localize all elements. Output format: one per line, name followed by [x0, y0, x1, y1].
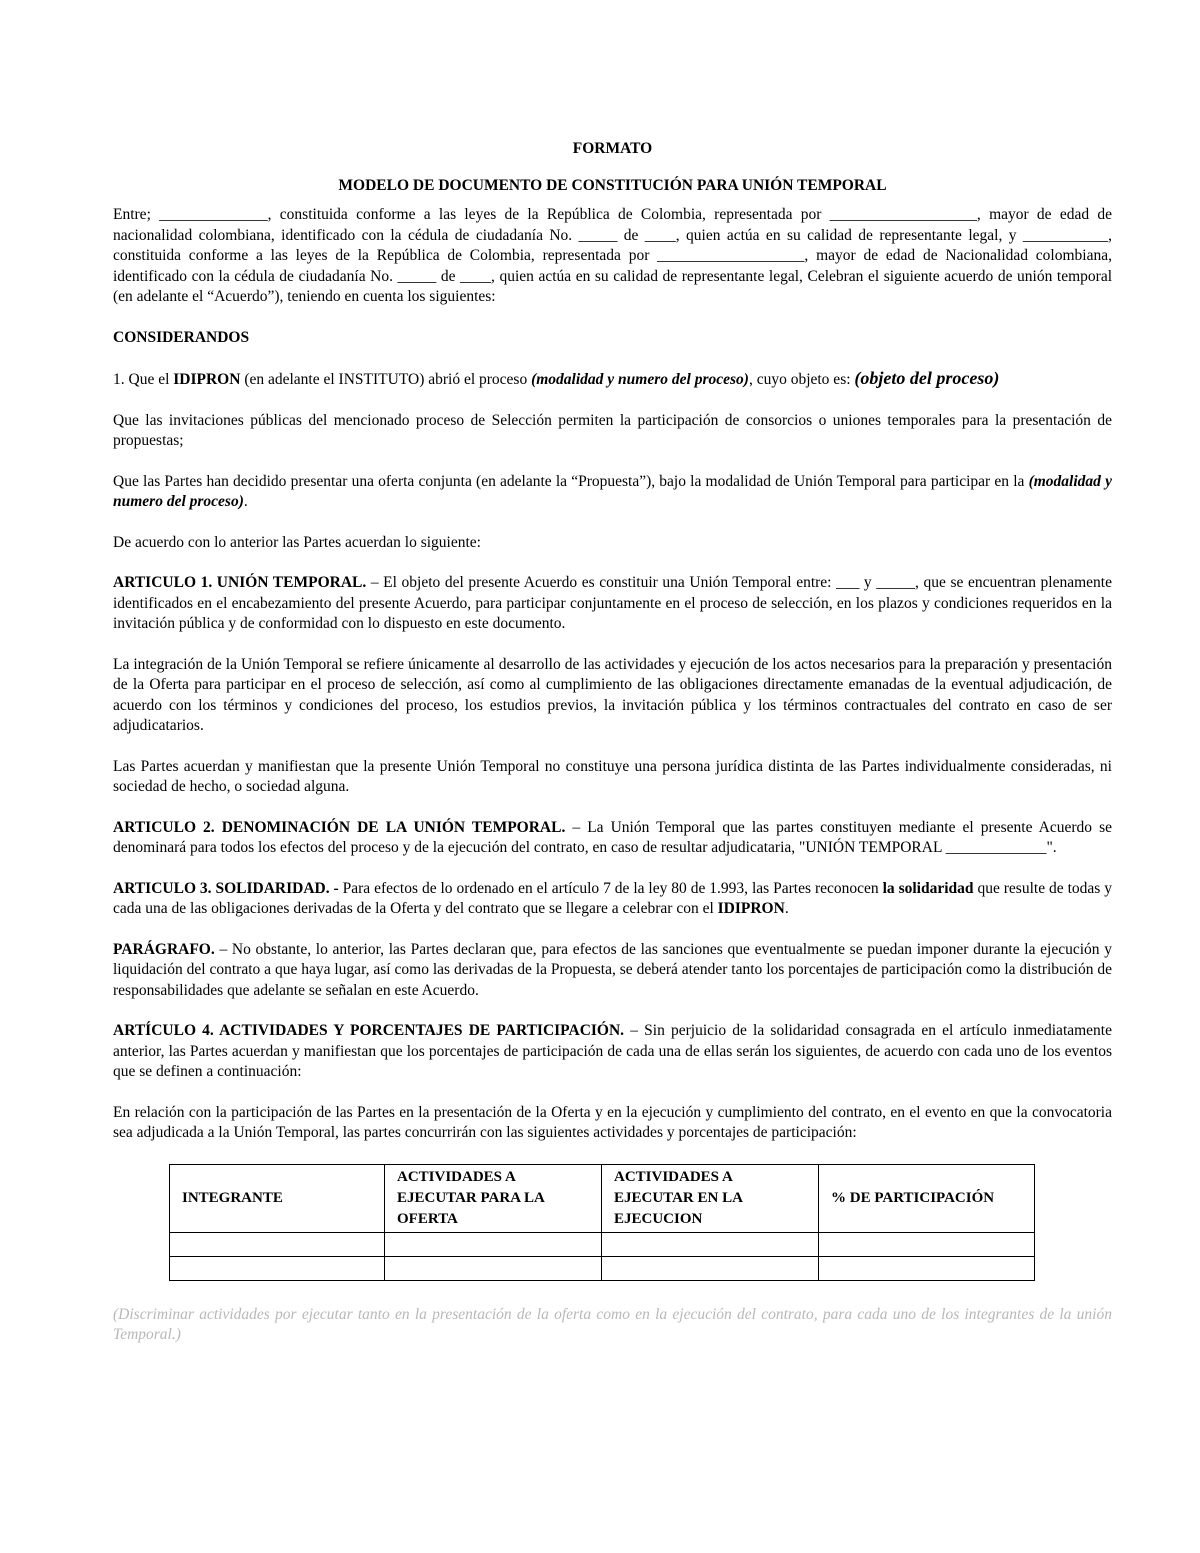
table-cell	[819, 1256, 1035, 1280]
article-3: ARTICULO 3. SOLIDARIDAD. - Para efectos de lo ordenado en el artículo 7 de la ley 80 de 1.993, las Partes reconocen la solidaridad que resulte de todas y cada una de las obligaciones derivadas de la Oferta y del contrato que se llegare a celebrar con el IDIPRON.	[113, 879, 1112, 917]
considerando-2: Que las invitaciones públicas del mencionado proceso de Selección permiten la participación de consorcios o uniones temporales para la presentación de propuestas;	[113, 411, 1112, 449]
instruction-note: (Discriminar actividades por ejecutar tanto en la presentación de la oferta como en la ejecución del contrato, para cada uno de los integrantes de la unión Temporal.)	[113, 1305, 1112, 1343]
article-2: ARTICULO 2. DENOMINACIÓN DE LA UNIÓN TEMPORAL. – La Unión Temporal que las partes constituyen mediante el presente Acuerdo se denominará para todos los efectos del proceso y de la ejecución del contrato, en caso de resultar adjudicataria, "UNIÓN TEMPORAL _____________".	[113, 818, 1112, 856]
intro-paragraph: Entre; ______________, constituida conforme a las leyes de la República de Colombia, representada por ___________________, mayor de edad de nacionalidad colombiana, identificado con la cédula de ciudadanía No. _____ de ____, quien actúa en su calidad de representante legal, y ___________, constituida conforme a las leyes de la República de Colombia, representada por ___________________, mayor de edad de Nacionalidad colombiana, identificado con la cédula de ciudadanía No. _____ de ____, quien actúa en su calidad de representante legal, Celebran el siguiente acuerdo de unión temporal (en adelante el “Acuerdo”), teniendo en cuenta los siguientes:	[113, 206, 1112, 305]
table-header: % DE PARTICIPACIÓN	[819, 1164, 1035, 1232]
article-4-paragraph-2: En relación con la participación de las Partes en la presentación de la Oferta y en la ejecución y cumplimiento del contrato, en el evento en que la convocatoria sea adjudicada a la Unión Temporal, las partes concurrirán con las siguientes actividades y porcentajes de participación:	[113, 1103, 1112, 1141]
table-header: INTEGRANTE	[170, 1164, 385, 1232]
article-2-label: ARTICULO 2. DENOMINACIÓN DE LA UNIÓN TEMPORAL.	[113, 818, 566, 836]
table-cell	[385, 1256, 602, 1280]
considerando-1: 1. Que el IDIPRON (en adelante el INSTITUTO) abrió el proceso (modalidad y numero del proceso), cuyo objeto es: (objeto del proceso)	[113, 368, 1000, 388]
table-header: ACTIVIDADES A EJECUTAR EN LA EJECUCION	[602, 1164, 819, 1232]
article-4-label: ARTÍCULO 4. ACTIVIDADES Y PORCENTAJES DE PARTICIPACIÓN.	[113, 1022, 625, 1039]
table-cell	[602, 1232, 819, 1256]
considerando-3: Que las Partes han decidido presentar una oferta conjunta (en adelante la “Propuesta”), bajo la modalidad de Unión Temporal para participar en la (modalidad y numero del proceso).	[113, 472, 1112, 510]
considerandos-heading: CONSIDERANDOS	[113, 328, 250, 346]
paragrafo: PARÁGRAFO. – No obstante, lo anterior, las Partes declaran que, para efectos de las sanciones que eventualmente se puedan imponer durante la ejecución y liquidación del contrato a que haya lugar, así como las derivadas de la Propuesta, se deberá atender tanto los porcentajes de participación como la distribución de responsabilidades que adelante se señalan en este Acuerdo.	[113, 940, 1112, 999]
document-title: FORMATO	[572, 140, 653, 157]
article-1: ARTICULO 1. UNIÓN TEMPORAL. – El objeto del presente Acuerdo es constituir una Unión Temporal entre: ___ y _____, que se encuentran plenamente identificados en el encabezamiento del presente Acuerdo, para participar conjuntamente en el proceso de selección, en los plazos y condiciones requeridos en la invitación pública y de conformidad con lo dispuesto en este documento.	[113, 574, 1112, 632]
table-cell	[170, 1232, 385, 1256]
table-header: ACTIVIDADES A EJECUTAR PARA LA OFERTA	[385, 1164, 602, 1232]
table-cell	[385, 1232, 602, 1256]
table-cell	[170, 1256, 385, 1280]
article-1-paragraph-3: Las Partes acuerdan y manifiestan que la presente Unión Temporal no constituye una persona jurídica distinta de las Partes individualmente consideradas, ni sociedad de hecho, o sociedad alguna.	[113, 757, 1112, 795]
document-subtitle: MODELO DE DOCUMENTO DE CONSTITUCIÓN PARA UNIÓN TEMPORAL	[338, 177, 887, 194]
participation-table	[169, 1164, 1035, 1281]
table-row	[170, 1232, 1035, 1256]
article-1-paragraph-2: La integración de la Unión Temporal se refiere únicamente al desarrollo de las actividades y ejecución de los actos necesarios para la preparación y presentación de la Oferta para participar en el proceso de selección, así como al cumplimiento de las obligaciones directamente emanadas de la eventual adjudicación, de acuerdo con los términos y condiciones del proceso, los estudios previos, la invitación pública y los términos contractuales del contrato en caso de ser adjudicatarios.	[113, 655, 1112, 734]
article-1-label: ARTICULO 1. UNIÓN TEMPORAL.	[113, 574, 367, 591]
table-row	[170, 1256, 1035, 1280]
table-cell	[602, 1256, 819, 1280]
paragrafo-label: PARÁGRAFO.	[113, 940, 215, 958]
agreement-intro: De acuerdo con lo anterior las Partes acuerdan lo siguiente:	[113, 533, 481, 551]
article-3-label: ARTICULO 3. SOLIDARIDAD. -	[113, 879, 339, 897]
table-header-row	[170, 1164, 1035, 1232]
article-4: ARTÍCULO 4. ACTIVIDADES Y PORCENTAJES DE PARTICIPACIÓN. – Sin perjuicio de la solidaridad consagrada en el artículo inmediatamente anterior, las Partes acuerdan y manifiestan que los porcentajes de participación de cada una de ellas serán los siguientes, de acuerdo con cada uno de los eventos que se definen a continuación:	[113, 1022, 1112, 1080]
table-cell	[819, 1232, 1035, 1256]
